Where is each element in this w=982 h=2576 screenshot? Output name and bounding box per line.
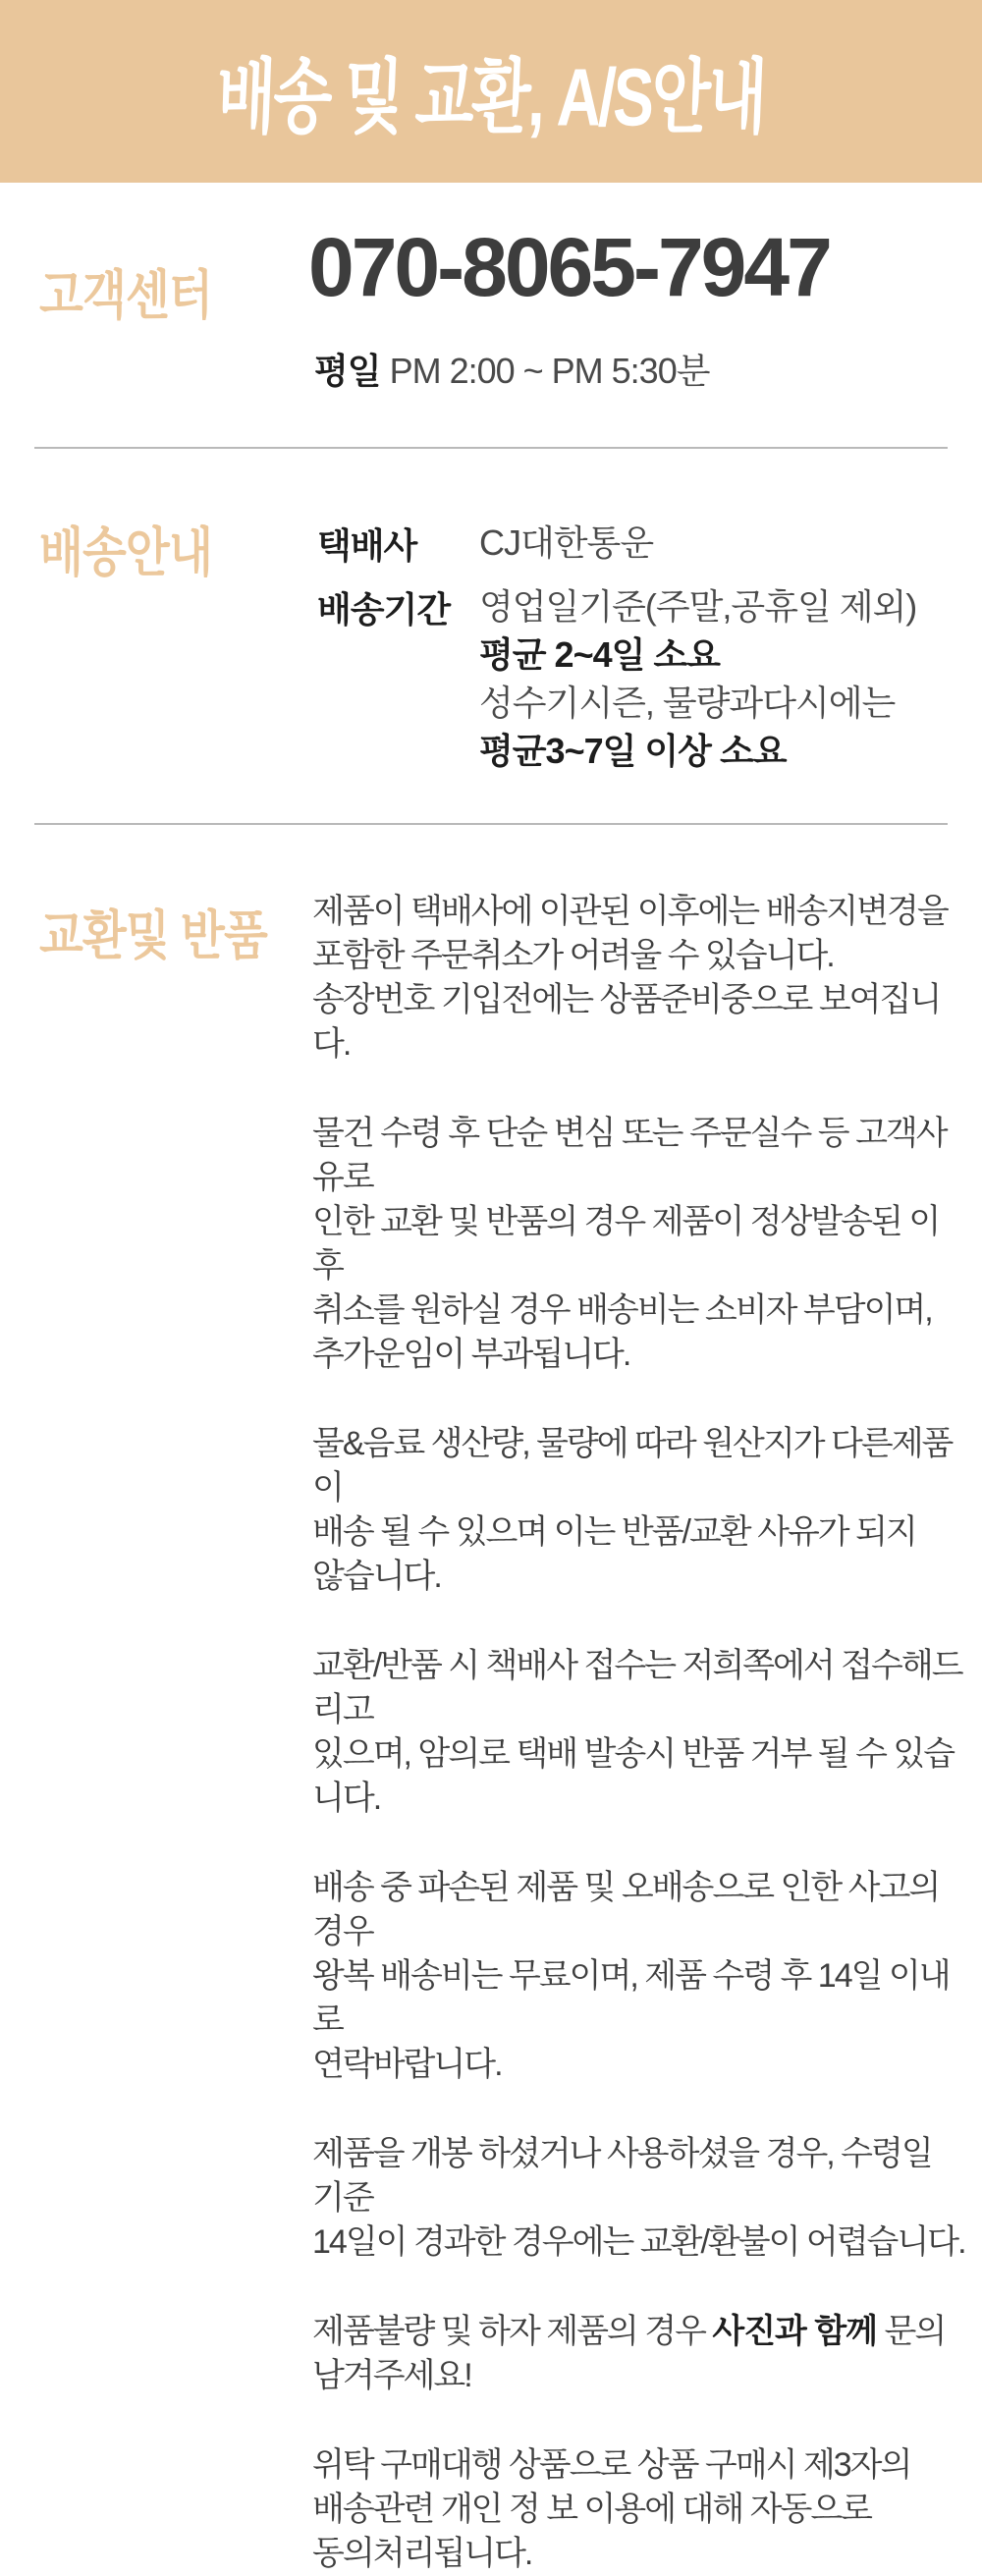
paragraph — [312, 1112, 965, 1377]
text-segment: 동의처리됩니다. — [312, 2535, 532, 2572]
text-segment: 추가운임이 부과됩니다. — [312, 1336, 630, 1373]
text-segment: 취소를 원하실 경우 배송비는 소비자 부담이며, — [312, 1291, 932, 1329]
shipping-row — [317, 519, 916, 569]
text-segment: 교환/반품 시 책배사 접수는 저희쪽에서 접수해드리고 — [312, 1647, 962, 1728]
text-line: 평균 2~4일 소요 — [479, 634, 720, 675]
text-segment: 있으며, 암의로 택배 발송시 반품 거부 될 수 있습니다. — [312, 1735, 955, 1817]
text-emphasis: 사진과 함께 — [712, 2313, 878, 2350]
text-segment: 제품불량 및 하자 제품의 경우 — [312, 2313, 713, 2350]
paragraph — [312, 890, 965, 1067]
shipping-row — [317, 582, 916, 775]
text-segment: 배송 중 파손된 제품 및 오배송으로 인한 사고의 경우 — [312, 1869, 940, 1950]
text-segment: 않습니다. — [312, 1558, 441, 1595]
text-segment: 포함한 주문취소가 어려울 수 있습니다. — [312, 937, 834, 974]
shipping-info-table — [317, 519, 916, 789]
paragraph — [312, 2132, 965, 2265]
business-hours-day: 평일 — [314, 351, 381, 391]
text-segment: 제품을 개봉 하셨거나 사용하셨을 경우, 수령일 기준 — [312, 2135, 932, 2217]
page-title: 배송 및 교환, A/S안내 — [215, 51, 767, 143]
text-segment: 문의 — [877, 2313, 946, 2350]
text-line: 성수기시즌, 물량과다시에는 — [479, 683, 896, 723]
text-segment: 물건 수령 후 단순 변심 또는 주문실수 등 고객사유로 — [312, 1115, 947, 1196]
text-segment: 제품이 택배사에 이관된 이후에는 배송지변경을 — [312, 893, 948, 930]
text-line: 평균3~7일 이상 소요 — [479, 731, 787, 771]
text-segment: 연락바랍니다. — [312, 2046, 502, 2083]
text-segment: 14일이 경과한 경우에는 교환/환불이 어렵습니다. — [312, 2223, 965, 2261]
section-divider — [34, 823, 948, 825]
paragraph — [312, 2443, 965, 2576]
paragraph — [312, 2310, 965, 2398]
field-name: 택배사 — [317, 525, 417, 566]
exchange-returns-text — [312, 890, 965, 2576]
field-name: 배송기간 — [317, 589, 451, 630]
text-segment: 배송관련 개인 정 보 이용에 대해 자동으로 — [312, 2491, 872, 2528]
text-line: CJ대한통운 — [479, 522, 654, 563]
paragraph — [312, 1866, 965, 2087]
customer-center-label: 고객센터 — [39, 266, 213, 325]
paragraph — [312, 1422, 965, 1599]
business-hours-time: PM 2:00 ~ PM 5:30분 — [380, 351, 710, 391]
business-hours — [314, 344, 710, 394]
section-divider — [34, 447, 948, 449]
phone-number: 070-8065-7947 — [308, 221, 830, 313]
field-value — [479, 582, 916, 775]
text-segment: 물&음료 생산량, 물량에 따라 원산지가 다른제품이 — [312, 1425, 953, 1507]
text-segment: 위탁 구매대행 상품으로 상품 구매시 제3자의 — [312, 2446, 911, 2484]
text-segment: 인한 교환 및 반품의 경우 제품이 정상발송된 이후 — [312, 1203, 940, 1285]
header-band — [0, 0, 982, 183]
exchange-returns-label: 교환및 반품 — [39, 906, 268, 965]
paragraph — [312, 1644, 965, 1821]
field-value — [479, 519, 653, 567]
text-segment: 왕복 배송비는 무료이며, 제품 수령 후 14일 이내로 — [312, 1957, 950, 2039]
text-segment: 남겨주세요! — [312, 2357, 471, 2394]
text-segment: 송장번호 기입전에는 상품준비중으로 보여집니다. — [312, 981, 941, 1063]
text-segment: 배송 될 수 있으며 이는 반품/교환 사유가 되지 — [312, 1513, 916, 1551]
shipping-info-label: 배송안내 — [39, 523, 213, 582]
text-line: 영업일기준(주말,공휴일 제외) — [479, 586, 917, 627]
